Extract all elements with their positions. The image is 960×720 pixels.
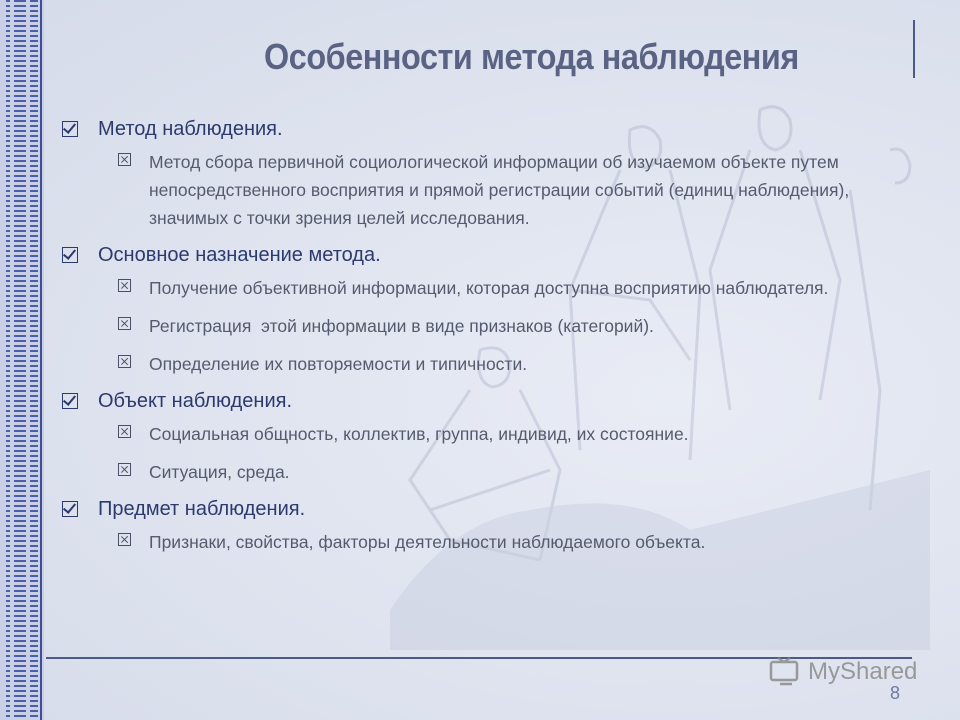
checkbox-crossed-icon (118, 533, 131, 546)
checkbox-checked-icon (62, 121, 78, 137)
list-item (118, 312, 902, 340)
checkbox-crossed-icon (118, 355, 131, 368)
checkbox-crossed-icon (118, 317, 131, 330)
point-text: Признаки, свойства, факторы деятельности наблюдаемого объекта. (149, 532, 706, 552)
checkbox-crossed-icon (118, 463, 131, 476)
section-heading: Основное назначение метода. (98, 244, 381, 266)
list-item (118, 420, 902, 448)
list-item (118, 274, 902, 302)
checkbox-crossed-icon (118, 153, 131, 166)
list-item (118, 148, 902, 232)
border-stripes (6, 0, 38, 720)
checkbox-checked-icon (62, 247, 78, 263)
checkbox-crossed-icon (118, 279, 131, 292)
title-divider (913, 20, 915, 78)
list-item (118, 350, 902, 378)
checkbox-crossed-icon (118, 425, 131, 438)
myshared-logo-icon (768, 656, 804, 688)
section-heading: Предмет наблюдения. (98, 498, 306, 520)
border-bar (40, 0, 42, 720)
section-subject (62, 496, 902, 556)
section-heading: Объект наблюдения. (98, 390, 293, 412)
brand-name: MyShared (808, 658, 918, 685)
slide-content (62, 116, 902, 566)
decorative-left-border (0, 0, 44, 720)
section-object (62, 388, 902, 486)
point-text: Получение объективной информации, которая доступна восприятию наблюдателя. (149, 278, 829, 298)
section-heading: Метод наблюдения. (98, 118, 283, 140)
section-method (62, 116, 902, 232)
section-purpose (62, 242, 902, 378)
list-item (118, 458, 902, 486)
point-text: Регистрация этой информации в виде признаков (категорий). (149, 316, 654, 336)
list-item (118, 528, 902, 556)
point-text: Социальная общность, коллектив, группа, индивид, их состояние. (149, 424, 689, 444)
point-text: Ситуация, среда. (149, 462, 290, 482)
checkbox-checked-icon (62, 393, 78, 409)
point-text: Определение их повторяемости и типичности. (149, 354, 528, 374)
checkbox-checked-icon (62, 501, 78, 517)
page-number: 8 (890, 683, 901, 703)
point-text: Метод сбора первичной социологической информации об изучаемом объекте путем непосредственного восприятия и прямой регистрации событий (единиц наблюдения), значимых с точки зрения целей исследования. (149, 152, 850, 228)
slide-title: Особенности метода наблюдения (264, 36, 799, 77)
